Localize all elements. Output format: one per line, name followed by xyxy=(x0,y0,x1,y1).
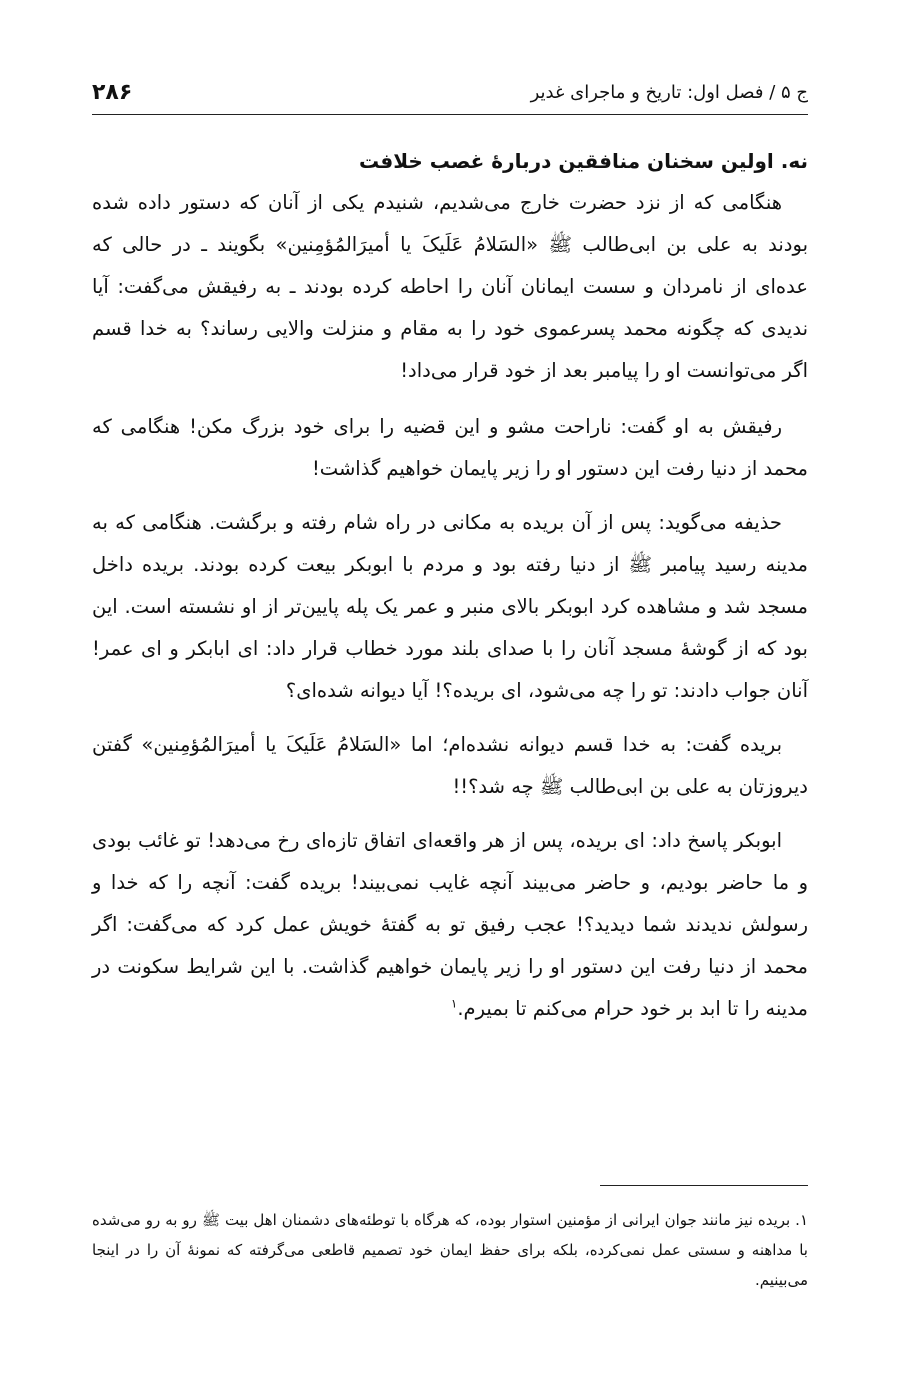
footnote-marker[interactable]: ۱ xyxy=(450,996,458,1011)
paragraph-2: رفیقش به او گفت: ناراحت مشو و این قضیه را برای خود بزرگ مکن! هنگامی که محمد از دنیا رفت این دستور او را زیر پایمان خواهیم گذاشت! xyxy=(92,415,808,480)
paragraph-5 xyxy=(92,820,808,1030)
section-title: نه. اولین سخنان منافقین دربارهٔ غصب خلافت xyxy=(358,149,808,173)
running-head: ج ۵ / فصل اول: تاریخ و ماجرای غدیر xyxy=(530,81,808,103)
page-body xyxy=(92,140,808,1042)
header-divider xyxy=(92,114,808,115)
page-number: ۲۸۶ xyxy=(92,79,133,105)
paragraph-3: حذیفه می‌گوید: پس از آن بریده به مکانی در راه شام رفته و برگشت. هنگامی که به مدینه رسید پیامبر ﷺ از دنیا رفته بود و مردم با ابوبکر بیعت کرده بودند. بریده داخل مسجد شد و مشاهده کرد ابوبکر بالای منبر و عمر یک پله پایین‌تر از او نشسته است. این بود که از گوشهٔ مسجد آنان را با صدای بلند مورد خطاب قرار داد: ای ابابکر و ای عمر! آنان جواب دادند: تو را چه می‌شود، ای بریده؟! آیا دیوانه شده‌ای؟ xyxy=(92,511,808,702)
footnote-divider xyxy=(600,1185,808,1186)
page-header xyxy=(92,72,808,112)
paragraph-1: هنگامی که از نزد حضرت خارج می‌شدیم، شنیدم یکی از آنان که دستور داده شده بودند به علی بن ابی‌طالب ﷺ «السَلامُ عَلَیکَ یا أمیرَالمُؤمِنین» بگویند ـ در حالی که عده‌ای از نامردان و سست ایمانان آنان را احاطه کرده بودند ـ به رفیقش می‌گفت: آیا ندیدی که چگونه محمد پسرعموی خود را به مقام و منزلت والایی رساند؟ به خدا قسم اگر می‌توانست او را پیامبر بعد از خود قرار می‌داد! xyxy=(92,191,808,382)
footnote: ۱. بریده نیز مانند جوان ایرانی از مؤمنین استوار بوده، که هرگاه با توطئه‌های دشمنان اهل بیت ﷺ رو به رو می‌شده با مداهنه و سستی عمل نمی‌کرده، بلکه برای حفظ ایمان خود تصمیم قاطعی می‌گرفته که نمونهٔ آن را در اینجا می‌بینیم. xyxy=(92,1211,808,1289)
paragraph-5-text: ابوبکر پاسخ داد: ای بریده، پس از هر واقعه‌ای اتفاق تازه‌ای رخ می‌دهد! تو غائب بودی و ما حاضر بودیم، و حاضر می‌بیند آنچه غایب نمی‌بیند! بریده گفت: آنچه را که خدا و رسولش ندیدند شما دیدید؟! عجب رفیق تو به گفتهٔ خویش عمل کرد که می‌گفت: اگر محمد از دنیا رفت این دستور او را زیر پایمان خواهیم گذاشت. با این شرایط سکونت در مدینه را تا ابد بر خود حرام می‌کنم تا بمیرم. xyxy=(92,829,808,1020)
paragraph-4: بریده گفت: به خدا قسم دیوانه نشده‌ام؛ اما «السَلامُ عَلَیکَ یا أمیرَالمُؤمِنین» گفتن دیروزتان به علی بن ابی‌طالب ﷺ چه شد؟!! xyxy=(92,733,808,798)
